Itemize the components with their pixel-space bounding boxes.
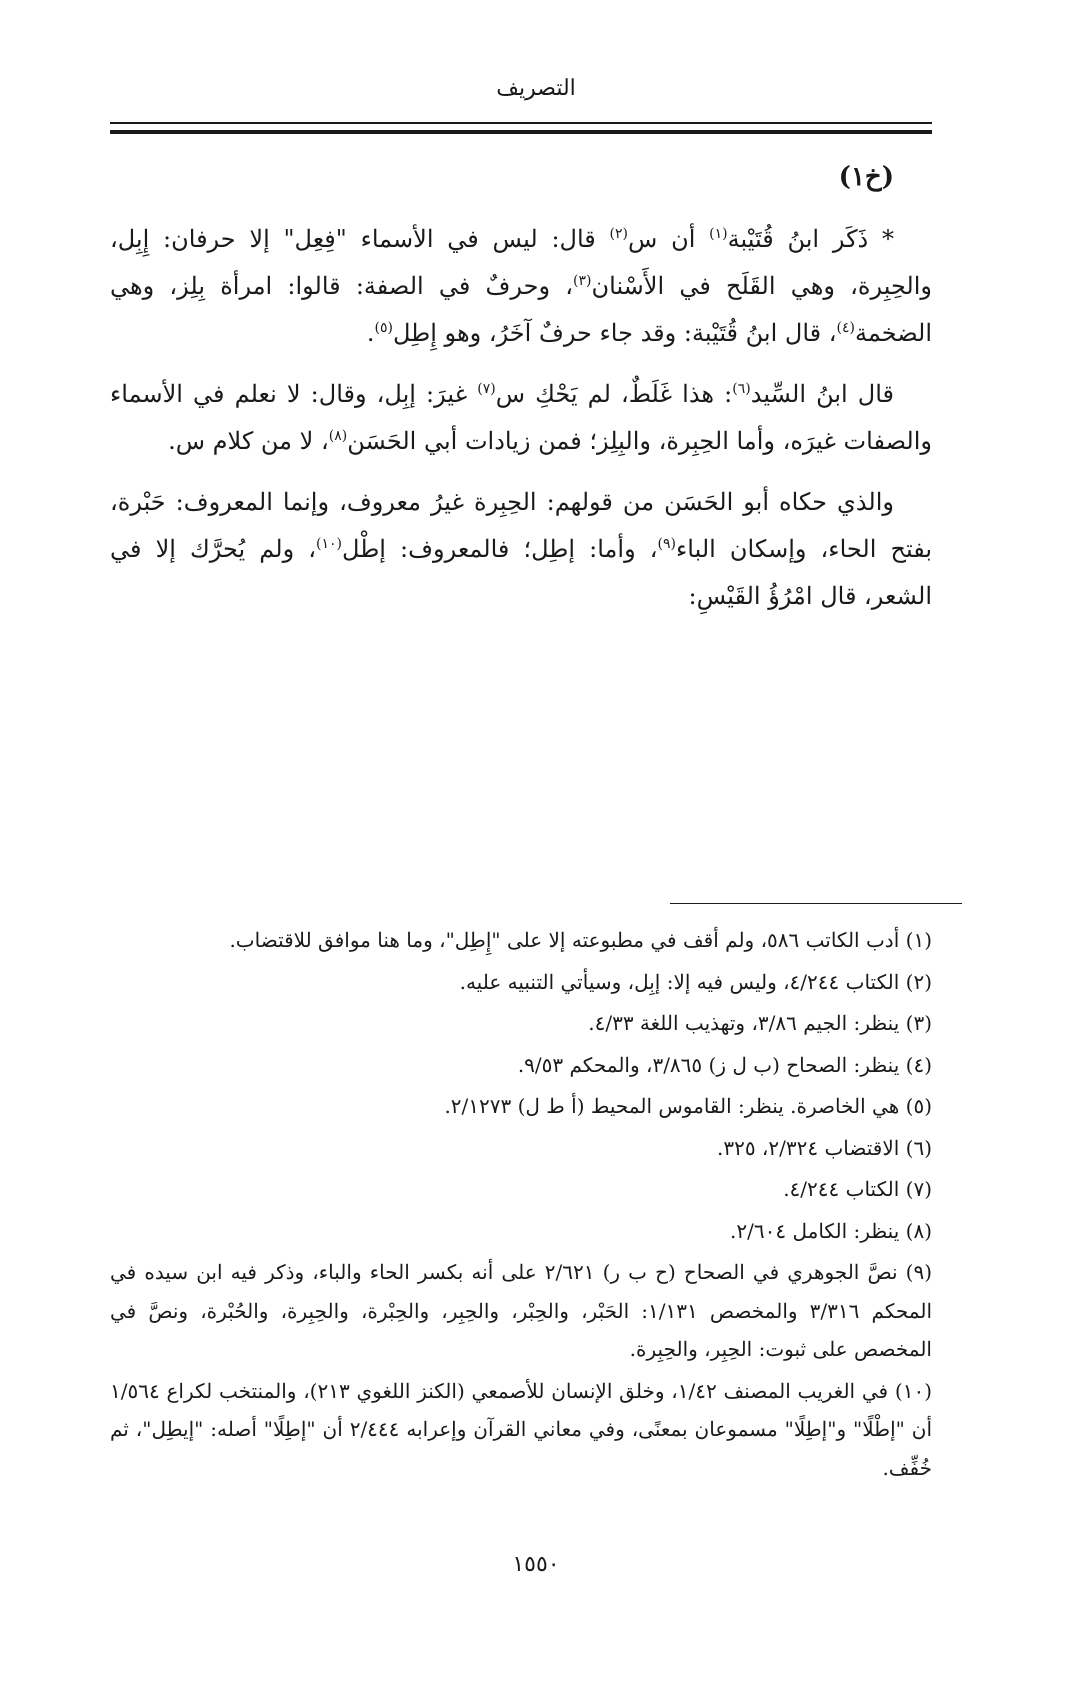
footnotes bbox=[110, 921, 932, 1490]
footnote-1: (١) أدب الكاتب ٥٨٦، ولم أقف في مطبوعته إلا على "إِطِل"، وما هنا موافق للاقتضاب. bbox=[229, 928, 932, 952]
para3-text-1: والذي حكاه أبو الحَسَن من قولهم: الحِبِرة غيرُ معروف، وإنما المعروف: حَبْرة، بفتح الحاء، وإسكان الباء bbox=[110, 488, 933, 563]
footnote-3: (٣) ينظر: الجيم ٣/٨٦، وتهذيب اللغة ٤/٣٣. bbox=[588, 1011, 932, 1035]
para3-text-2: ، وأما: إطِل؛ فالمعروف: إطْل bbox=[342, 535, 658, 563]
para2-text-4: ، لا من كلام س. bbox=[168, 427, 329, 455]
footnote-4: (٤) ينظر: الصحاح (ب ل ز) ٣/٨٦٥، والمحكم ٩/٥٣. bbox=[517, 1052, 932, 1077]
para1-text-2: أن س bbox=[628, 225, 710, 253]
page-number: ١٥٥٠ bbox=[512, 1552, 560, 1577]
note-ref-1: (١) bbox=[709, 226, 728, 242]
note-ref-3: (٣) bbox=[573, 273, 592, 289]
note-ref-4: (٤) bbox=[836, 320, 855, 336]
paragraph-2 bbox=[110, 371, 932, 465]
paragraph-1 bbox=[110, 216, 932, 357]
para3-text-3: ، ولم يُحرَّك إلا في الشعر، قال امْرُؤُ القَيْسِ: bbox=[110, 535, 932, 610]
para1-text-1: * ذَكَر ابنُ قُتَيْبة bbox=[727, 225, 894, 253]
para1-text-6: . bbox=[366, 319, 375, 347]
footnote-10: (١٠) في الغريب المصنف ١/٤٢، وخلق الإنسان للأصمعي (الكنز اللغوي ٢١٣)، والمنتخب لكراع ١/٥٦٤ أن "إطْلًا" و"إطِلًا" مسموعان بمعنًى، وفي معاني القرآن وإعرابه ٢/٤٤٤ أن "إطِلًا" أصله: "إيطِل"، ثم خُفِّف. bbox=[110, 1378, 932, 1480]
para2-text-2: : هذا غَلَطٌ، لم يَحْكِ س bbox=[495, 380, 733, 408]
para2-text-1: قال ابنُ السِّيد bbox=[750, 380, 895, 408]
paragraph-3 bbox=[110, 479, 932, 620]
section-heading: (خ١) bbox=[838, 162, 894, 192]
footnote-8: (٨) ينظر: الكامل ٢/٦٠٤. bbox=[730, 1218, 932, 1243]
footnote-9: (٩) نصَّ الجوهري في الصحاح (ح ب ر) ٢/٦٢١ على أنه بكسر الحاء والباء، وذكر فيه ابن سيده في المحكم ٣/٣١٦ والمخصص ١/١٣١: الحَبْر، والحِبْر، والحِبِر، والحِبْرة، والحِبِرة، والحُبْرة، ونصَّ في المخصص على ثبوت: الحِبِر، والحِبِرة. bbox=[110, 1260, 933, 1361]
note-ref-8: (٨) bbox=[328, 428, 348, 444]
note-ref-10: (١٠) bbox=[316, 536, 343, 552]
footnote-2: (٢) الكتاب ٤/٢٤٤، وليس فيه إلا: إبِل، وسيأتي التنبيه عليه. bbox=[459, 969, 932, 994]
note-ref-7: (٧) bbox=[477, 381, 496, 397]
running-head-title: التصريف bbox=[496, 76, 576, 101]
note-ref-5: (٥) bbox=[374, 320, 393, 336]
para1-text-4: ، وحرفٌ في الصفة: قالوا: امرأة بِلِز، وهي الضخمة bbox=[110, 272, 932, 347]
footnote-7: (٧) الكتاب ٤/٢٤٤. bbox=[783, 1177, 932, 1201]
para2-text-3: غيرَ: إبِل، وقال: لا نعلم في الأسماء والصفات غيرَه، وأما الحِبِرة، والبِلِز؛ فمن زيادات أبي الحَسَن bbox=[110, 380, 932, 455]
header-rule-thick bbox=[110, 130, 932, 134]
note-ref-9: (٩) bbox=[657, 536, 676, 552]
para1-text-3: قال: ليس في الأسماء "فِعِل" إلا حرفان: إِبِل، والحِبِرة، وهي القَلَح في الأَسْنان bbox=[110, 225, 933, 300]
note-ref-6: (٦) bbox=[732, 381, 751, 397]
footnote-5: (٥) هي الخاصرة. ينظر: القاموس المحيط (أ ط ل) ٢/١٢٧٣. bbox=[444, 1094, 932, 1118]
note-ref-2: (٢) bbox=[609, 226, 629, 242]
header-rule-thin bbox=[110, 122, 932, 124]
para1-text-5: ، قال ابنُ قُتَيْبة: وقد جاء حرفٌ آخَرُ، وهو إِطِل bbox=[392, 319, 837, 347]
main-text bbox=[110, 152, 932, 634]
footnote-separator bbox=[670, 903, 962, 904]
footnote-6: (٦) الاقتضاب ٢/٣٢٤، ٣٢٥. bbox=[716, 1135, 932, 1160]
